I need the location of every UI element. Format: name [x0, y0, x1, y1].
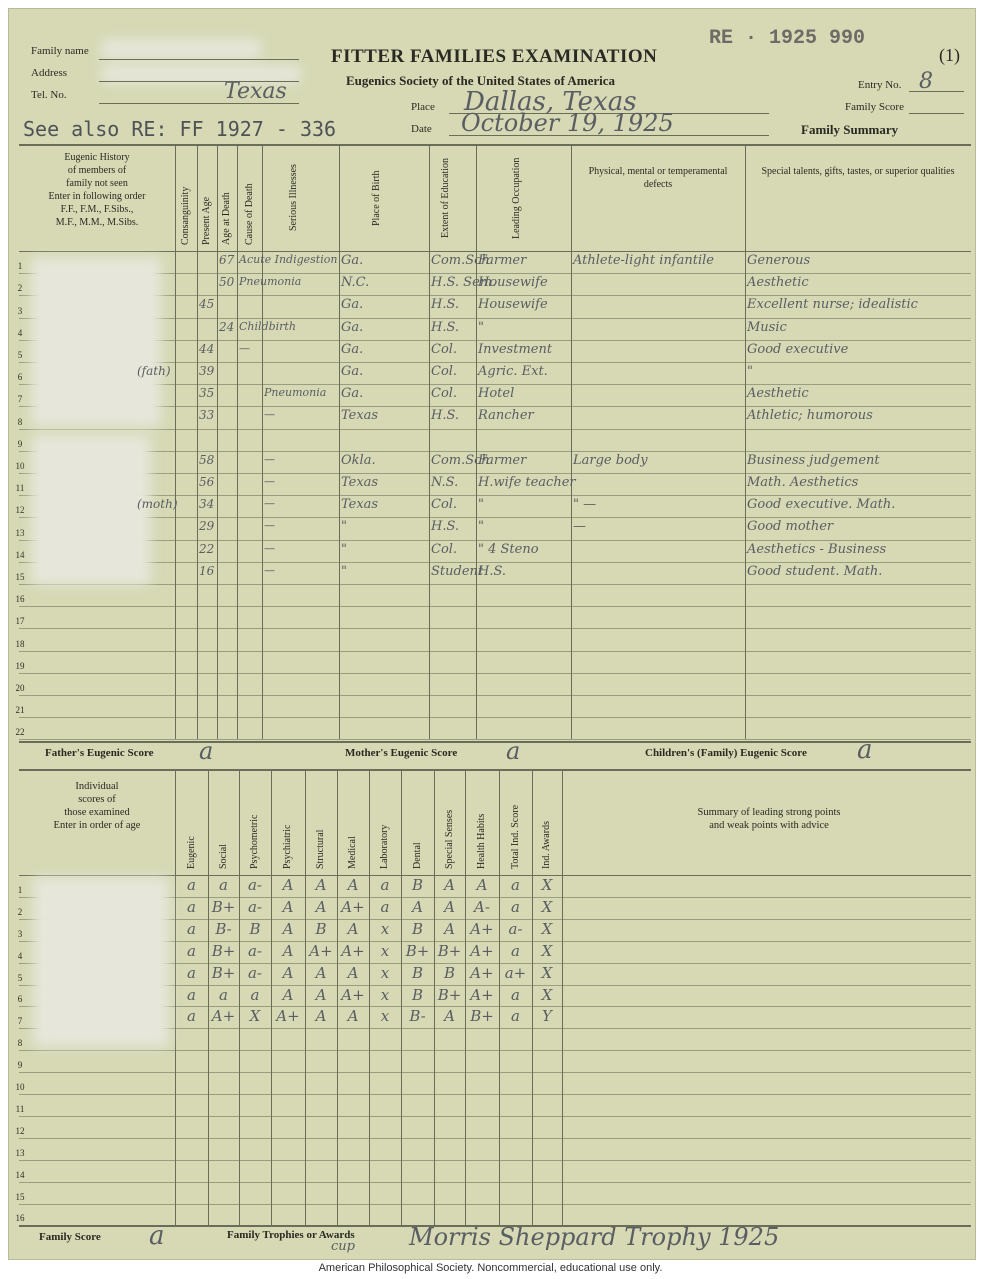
history-cell-occ: Farmer: [478, 253, 527, 268]
individual-col-header: Eugenic: [185, 836, 197, 869]
history-cell-occ: Housewife: [478, 297, 548, 313]
individual-score-cell: A+: [470, 985, 494, 1004]
individual-score-cell: a: [511, 985, 520, 1004]
individual-row-number: 7: [17, 1016, 23, 1027]
history-first-col-header-line: F.F., F.M., F.Sibs.,: [60, 204, 134, 215]
history-cell-edu: Col.: [431, 386, 458, 402]
individual-score-cell: B: [411, 985, 424, 1004]
trophies-label: Family Trophies or Awards: [227, 1229, 355, 1241]
individual-score-cell: A+: [276, 1007, 300, 1026]
history-cell-present_age: 16: [199, 563, 215, 578]
history-cell-present_age: 29: [199, 519, 215, 534]
individual-col-header: Special Senses: [443, 809, 455, 869]
address-line2-value: Texas: [224, 79, 287, 104]
family-summary-label: Family Summary: [801, 122, 899, 137]
history-col-header: Leading Occupation: [510, 157, 522, 239]
history-cell-occ: ": [478, 497, 484, 513]
family-score-label: Family Score: [39, 1231, 101, 1243]
individual-col-header: Dental: [411, 842, 423, 869]
mothers-score-value: a: [506, 737, 521, 765]
individual-score-cell: x: [380, 919, 390, 938]
summary-header-line: Summary of leading strong points: [697, 807, 841, 818]
individual-score-cell: B+: [405, 941, 430, 960]
individual-score-cell: A: [476, 876, 488, 894]
history-cell-illness: —: [264, 541, 275, 555]
individual-score-cell: A+: [211, 1007, 236, 1026]
history-cell-edu: Col.: [431, 541, 458, 557]
history-cell-talents: Business judgement: [747, 452, 880, 468]
history-cell-illness: —: [264, 452, 275, 466]
individual-score-cell: B+: [470, 1007, 494, 1026]
childrens-score-label: Children's (Family) Eugenic Score: [645, 747, 807, 759]
fathers-score-value: a: [199, 737, 214, 765]
history-cell-present_age: 58: [199, 452, 215, 467]
individual-row-number: 12: [15, 1125, 25, 1136]
history-cell-occ: Housewife: [478, 275, 548, 291]
history-cell-defects: —: [573, 519, 586, 535]
history-cell-edu: H.S.: [431, 408, 460, 424]
history-cell-birth: Ga.: [341, 297, 364, 313]
history-cell-talents: Math. Aesthetics: [747, 475, 859, 490]
history-row-number: 19: [15, 660, 25, 671]
individual-col-header: Ind. Awards: [541, 821, 552, 869]
individual-row-number: 4: [17, 950, 23, 961]
individual-row-number: 13: [15, 1147, 25, 1158]
history-first-col-header: [23, 151, 171, 229]
place-value: Dallas, Texas: [464, 87, 637, 117]
individual-col-header: Structural: [315, 829, 326, 869]
individual-score-cell: A: [315, 985, 327, 1004]
archive-footer: American Philosophical Society. Noncommercial, educational use only.: [318, 1262, 663, 1274]
individual-score-cell: a: [511, 941, 520, 960]
history-cell-talents: Aesthetic: [747, 386, 809, 402]
history-first-col-header-line: family not seen: [66, 178, 128, 189]
individual-row-number: 15: [15, 1191, 25, 1202]
individual-first-col-header: [23, 780, 171, 832]
history-cell-age_death: 67: [219, 253, 235, 267]
redacted-member-names: [31, 435, 151, 585]
history-row-number: 15: [15, 572, 25, 582]
individual-first-col-header-line: those examined: [64, 807, 130, 818]
individual-row-number: 3: [17, 928, 23, 939]
individual-score-cell: a-: [247, 963, 262, 982]
exam-form-sheet: [8, 8, 976, 1260]
history-cell-cause: Childbirth: [239, 319, 296, 333]
history-row-number: 9: [17, 438, 23, 449]
individual-score-cell: B: [411, 963, 424, 982]
individual-score-cell: B: [249, 919, 261, 938]
individual-score-cell: a-: [247, 876, 262, 894]
individual-score-cell: A: [282, 941, 294, 960]
history-cell-edu: N.S.: [431, 475, 459, 490]
date-label: Date: [411, 123, 432, 135]
individual-score-cell: A: [315, 897, 327, 916]
individual-score-cell: A: [444, 876, 455, 894]
individual-score-cell: a: [511, 1007, 520, 1026]
individual-score-cell: B: [315, 919, 327, 938]
history-col-header: Physical, mental or temperamental defects: [588, 166, 728, 190]
individual-row-number: 9: [17, 1060, 23, 1071]
individual-score-cell: A: [282, 985, 294, 1004]
individual-score-cell: a: [250, 985, 260, 1004]
history-cell-birth: Ga.: [341, 253, 364, 268]
history-cell-birth: Ga.: [341, 319, 364, 335]
history-row-number: 7: [17, 394, 23, 405]
individual-col-header: Medical: [347, 836, 358, 869]
history-cell-occ: ": [478, 519, 484, 535]
history-row-number: 5: [17, 350, 23, 360]
history-col-header: Extent of Education: [439, 158, 451, 238]
family-score-header-label: Family Score: [845, 101, 904, 113]
individual-score-cell: a: [187, 985, 196, 1004]
history-row-number: 10: [15, 461, 25, 471]
individual-score-cell: a: [219, 985, 228, 1004]
history-cell-occ: H.wife teacher: [478, 475, 576, 490]
individual-score-cell: X: [541, 876, 553, 894]
individual-first-col-header-line: Individual: [75, 781, 119, 792]
history-col-header: Cause of Death: [243, 183, 255, 245]
history-cell-occ: Farmer: [478, 452, 527, 468]
history-cell-birth: Texas: [341, 408, 379, 424]
individual-score-cell: A+: [341, 985, 365, 1004]
individual-score-cell: B: [443, 963, 456, 982]
individual-row-number: 8: [17, 1038, 23, 1049]
individual-score-cell: x: [380, 985, 390, 1004]
individual-score-cell: x: [380, 1007, 390, 1026]
history-row-number: 11: [15, 483, 25, 494]
history-cell-present_age: 35: [199, 386, 215, 401]
history-cell-birth: N.C.: [341, 275, 370, 291]
form-title: FITTER FAMILIES EXAMINATION: [331, 46, 658, 67]
entry-no-label: Entry No.: [858, 79, 902, 91]
history-row-number: 2: [17, 283, 23, 294]
history-col-header: Present Age: [201, 196, 212, 245]
history-cell-present_age: 45: [199, 297, 215, 312]
individual-score-cell: B-: [409, 1007, 426, 1026]
individual-score-cell: a+: [504, 963, 527, 982]
individual-row-number: 1: [17, 884, 23, 895]
history-cell-birth: Texas: [341, 475, 379, 490]
history-cell-present_age: 22: [199, 541, 215, 556]
individual-score-cell: a: [187, 1007, 196, 1026]
individual-score-cell: A: [282, 963, 294, 982]
history-cell-edu: Col.: [431, 341, 458, 357]
individual-score-cell: B+: [437, 941, 462, 960]
individual-score-cell: x: [380, 941, 390, 960]
history-relation-note: (moth): [137, 497, 178, 512]
fathers-score-label: Father's Eugenic Score: [45, 747, 154, 759]
trophies-value: Morris Sheppard Trophy 1925: [409, 1223, 780, 1251]
history-cell-talents: Generous: [747, 253, 811, 268]
family-name-label: Family name: [31, 45, 89, 57]
individual-score-cell: A+: [309, 941, 333, 960]
history-cell-birth: Okla.: [341, 452, 376, 468]
individual-score-cell: Y: [542, 1007, 552, 1026]
individual-score-cell: a: [187, 941, 196, 960]
individual-score-cell: A: [347, 876, 359, 894]
history-row-number: 18: [15, 638, 25, 649]
individual-score-cell: A: [315, 963, 327, 982]
individual-score-cell: x: [380, 963, 390, 982]
individual-score-cell: X: [541, 963, 553, 982]
see-also-note: See also RE: FF 1927 - 336: [23, 117, 337, 141]
individual-score-cell: A-: [474, 897, 490, 916]
history-cell-talents: Good executive. Math.: [747, 497, 896, 513]
history-first-col-header-line: Enter in following order: [48, 191, 146, 202]
redacted-examinee-names: [33, 877, 169, 1047]
individual-score-cell: A: [347, 963, 359, 982]
history-cell-talents: Aesthetic: [747, 275, 809, 291]
history-cell-defects: Large body: [573, 452, 648, 468]
history-cell-birth: Ga.: [341, 386, 364, 402]
history-cell-talents: Good mother: [747, 519, 834, 535]
individual-score-cell: A: [412, 897, 423, 916]
archive-stamp: RE · 1925 990: [709, 27, 866, 50]
entry-no-value: 8: [919, 69, 933, 94]
individual-score-cell: A+: [341, 897, 365, 916]
history-cell-edu: Col.: [431, 497, 458, 513]
history-cell-birth: ": [341, 563, 347, 579]
history-cell-birth: ": [341, 541, 347, 557]
individual-score-cell: X: [541, 985, 553, 1004]
individual-score-cell: B+: [437, 985, 462, 1004]
family-score-value: a: [149, 1221, 165, 1251]
date-value: October 19, 1925: [461, 109, 674, 137]
individual-col-header: Total Ind. Score: [509, 804, 521, 869]
individual-col-header: Psychometric: [249, 814, 260, 869]
history-cell-talents: Aesthetics - Business: [747, 541, 887, 557]
history-col-header: Age at Death: [221, 192, 232, 245]
individual-score-cell: A: [444, 1007, 455, 1026]
history-cell-illness: —: [264, 519, 275, 533]
individual-score-cell: a: [511, 897, 520, 916]
history-cell-edu: H.S.: [431, 519, 460, 535]
individual-score-cell: A: [315, 1007, 327, 1026]
individual-score-cell: a: [187, 963, 196, 982]
history-cell-occ: " 4 Steno: [478, 541, 539, 557]
individual-score-cell: A: [282, 897, 294, 916]
history-row-number: 14: [15, 549, 25, 560]
history-row-number: 17: [15, 616, 25, 627]
history-cell-edu: Com.Sch: [431, 452, 490, 468]
individual-score-cell: a: [219, 876, 228, 894]
individual-score-cell: a: [187, 876, 196, 894]
individual-col-header: Health Habits: [476, 813, 487, 869]
history-row-number: 8: [17, 416, 23, 427]
history-first-col-header-line: Eugenic History: [64, 152, 130, 163]
individual-first-col-header-line: Enter in order of age: [53, 820, 141, 831]
individual-score-cell: A: [347, 919, 359, 938]
individual-score-cell: a: [187, 897, 196, 916]
individual-score-cell: a-: [508, 919, 523, 938]
individual-score-cell: B: [411, 876, 424, 894]
history-cell-present_age: 39: [199, 364, 215, 378]
history-row-number: 4: [17, 327, 23, 338]
history-first-col-header-line: M.F., M.M., M.Sibs.: [55, 217, 139, 228]
individual-first-col-header-line: scores of: [78, 794, 116, 805]
individual-score-cell: X: [541, 919, 553, 938]
history-cell-occ: H.S.: [478, 563, 507, 579]
individual-score-cell: A: [444, 919, 455, 938]
history-row-number: 12: [15, 505, 25, 516]
history-cell-occ: Hotel: [478, 386, 515, 402]
history-cell-edu: H.S.: [431, 319, 460, 335]
individual-score-cell: X: [541, 941, 553, 960]
history-first-col-header-line: of members of: [67, 165, 127, 176]
individual-score-cell: a-: [247, 897, 262, 916]
individual-score-cell: A+: [470, 941, 494, 960]
individual-col-header: Laboratory: [379, 824, 390, 869]
form-subtitle: Eugenics Society of the United States of America: [346, 73, 615, 88]
summary-header: [609, 806, 929, 832]
individual-score-cell: B+: [211, 941, 236, 960]
history-col-header: Special talents, gifts, tastes, or superior qualities: [761, 166, 955, 177]
individual-score-cell: B+: [211, 963, 236, 982]
individual-score-cell: a: [380, 876, 390, 894]
history-col-header: Consanguinity: [180, 186, 191, 245]
history-cell-occ: Rancher: [478, 408, 534, 424]
tel-label: Tel. No.: [31, 89, 67, 101]
individual-score-cell: a: [380, 897, 390, 916]
cup-note: cup: [331, 1239, 355, 1254]
address-label: Address: [31, 67, 68, 79]
individual-row-number: 14: [15, 1169, 25, 1180]
summary-header-line: and weak points with advice: [709, 820, 829, 831]
history-cell-talents: Excellent nurse; idealistic: [747, 297, 918, 313]
individual-score-cell: A+: [470, 919, 494, 938]
history-cell-occ: Agric. Ext.: [478, 364, 548, 379]
individual-score-cell: A: [315, 876, 327, 894]
history-cell-present_age: 44: [199, 341, 215, 356]
history-cell-illness: —: [264, 497, 275, 511]
history-row-number: 21: [15, 705, 25, 716]
history-top-rule: [19, 144, 971, 146]
history-row-number: 22: [15, 727, 25, 738]
history-cell-occ: Investment: [478, 341, 553, 357]
individual-score-cell: a: [511, 876, 520, 894]
history-cell-present_age: 34: [199, 497, 215, 512]
history-cell-illness: —: [264, 475, 275, 488]
individual-row-number: 5: [17, 972, 23, 983]
individual-col-header: Social: [217, 844, 229, 869]
history-row-number: 3: [17, 305, 23, 316]
history-row-number: 13: [15, 527, 25, 538]
individual-row-number: 10: [15, 1082, 25, 1092]
entry-marker: (1): [939, 45, 960, 65]
history-cell-edu: H.S.: [431, 297, 460, 313]
individual-row-number: 2: [17, 906, 23, 917]
history-row-number: 6: [17, 372, 23, 383]
childrens-score-value: a: [857, 735, 873, 765]
history-cell-cause: Pneumonia: [239, 275, 302, 289]
individual-row-number: 16: [15, 1213, 25, 1224]
individual-score-cell: A+: [470, 963, 494, 982]
place-label: Place: [411, 101, 435, 113]
individual-score-cell: a-: [247, 941, 262, 960]
history-cell-talents: ": [747, 364, 753, 379]
history-cell-edu: Student: [431, 563, 484, 579]
history-cell-birth: Texas: [341, 497, 379, 513]
individual-score-cell: A: [347, 1007, 359, 1026]
history-cell-talents: Good student. Math.: [747, 563, 883, 579]
history-cell-illness: —: [264, 408, 275, 422]
history-cell-edu: Col.: [431, 364, 458, 379]
history-cell-birth: Ga.: [341, 364, 364, 379]
individual-score-cell: X: [541, 897, 553, 916]
history-cell-occ: ": [478, 319, 484, 335]
individual-score-cell: A: [444, 897, 455, 916]
history-relation-note: (fath): [137, 364, 171, 378]
history-cell-age_death: 50: [219, 275, 235, 290]
history-cell-defects: " —: [573, 497, 597, 513]
history-col-header: Place of Birth: [371, 170, 382, 226]
history-cell-edu: H.S. Sem.: [431, 275, 497, 291]
history-row-number: 16: [15, 594, 25, 605]
history-cell-present_age: 56: [199, 475, 215, 489]
individual-score-cell: B+: [211, 897, 236, 916]
history-cell-edu: Com.Sch: [431, 253, 490, 268]
individual-score-cell: B: [411, 919, 424, 938]
individual-col-header: Psychiatric: [282, 824, 293, 869]
history-col-header: Serious Illnesses: [287, 164, 299, 232]
history-cell-talents: Good executive: [747, 341, 849, 357]
individual-score-cell: A: [282, 919, 294, 938]
individual-row-number: 11: [15, 1103, 25, 1114]
history-cell-birth: Ga.: [341, 341, 364, 357]
history-row-number: 20: [15, 683, 25, 693]
redacted-family-name: [101, 39, 261, 59]
history-cell-illness: Pneumonia: [264, 386, 327, 400]
history-cell-present_age: 33: [199, 408, 215, 423]
history-cell-talents: Athletic; humorous: [747, 408, 873, 424]
history-cell-illness: —: [264, 563, 275, 577]
individual-row-number: 6: [17, 994, 23, 1005]
history-row-number: 1: [17, 261, 23, 272]
history-cell-cause: —: [239, 341, 250, 355]
individual-score-cell: a: [187, 919, 196, 938]
mothers-score-label: Mother's Eugenic Score: [345, 747, 458, 759]
history-cell-age_death: 24: [219, 319, 235, 334]
individual-score-cell: X: [249, 1007, 261, 1026]
history-cell-talents: Music: [747, 319, 787, 335]
individual-score-cell: A: [282, 876, 294, 894]
history-cell-defects: Athlete-light infantile: [573, 253, 714, 268]
individual-score-cell: B-: [215, 919, 232, 938]
individual-score-cell: A+: [341, 941, 365, 960]
history-cell-birth: ": [341, 519, 347, 535]
history-cell-cause: Acute Indigestion: [239, 253, 338, 266]
redacted-member-names: [31, 257, 161, 427]
